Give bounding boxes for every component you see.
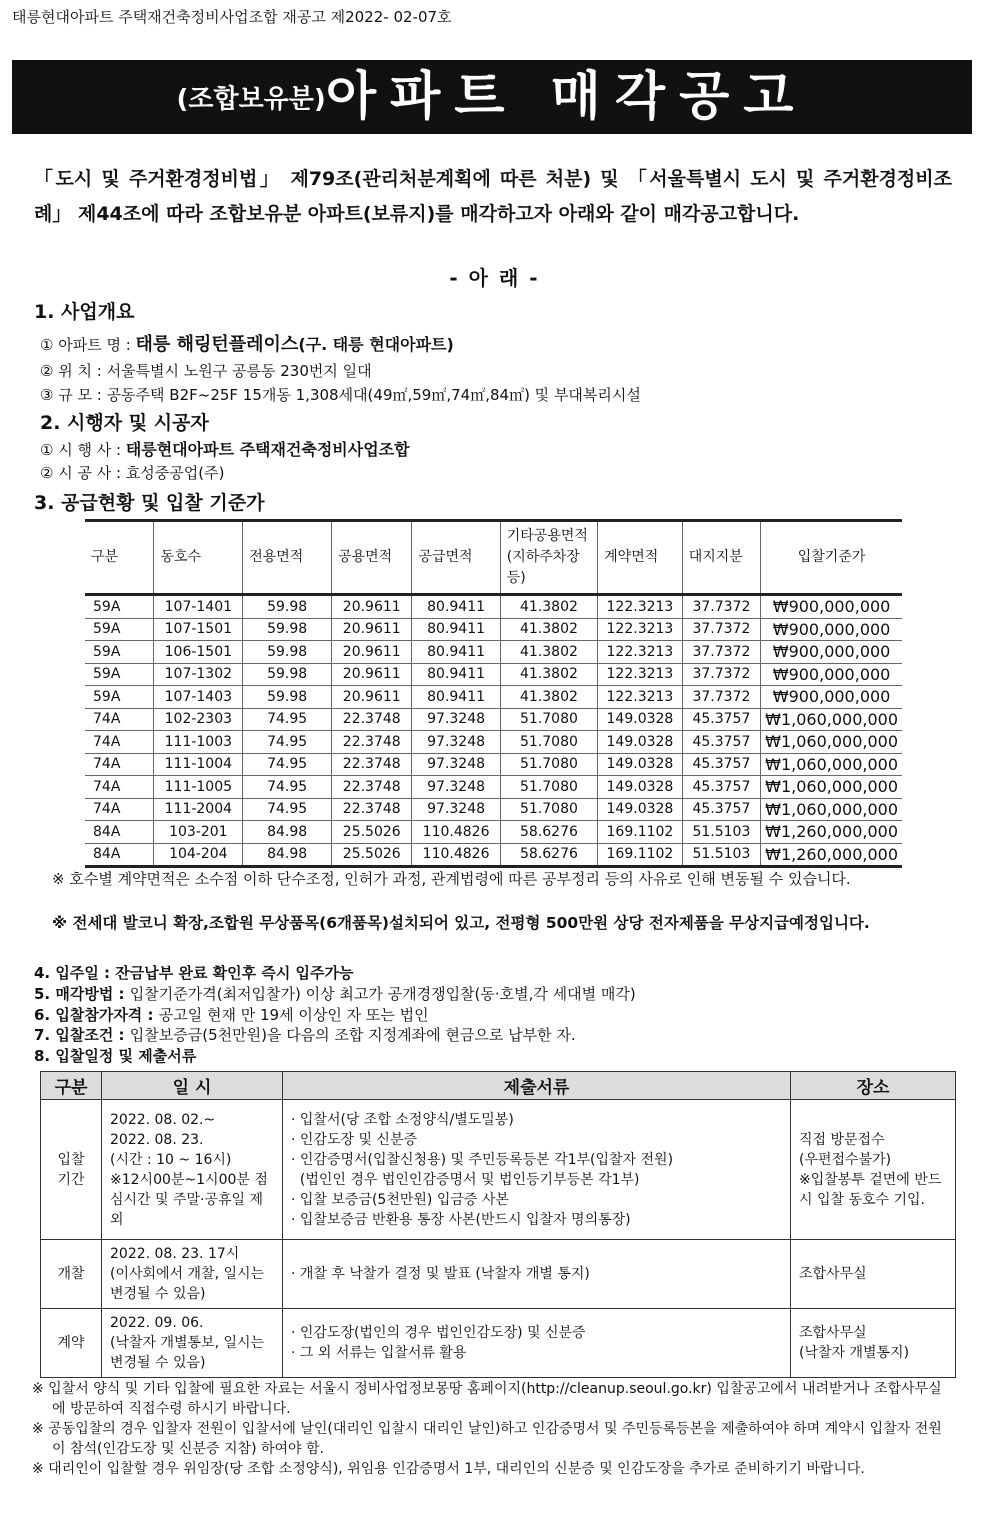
cell-contract-area: 122.3213 — [598, 641, 683, 664]
cell-supply-area: 80.9411 — [412, 595, 500, 619]
cell-common-area: 22.3748 — [332, 731, 412, 754]
cell-other-common-area: 41.3802 — [500, 663, 597, 686]
cell-bid-price: ₩900,000,000 — [761, 595, 902, 619]
schedule-date-line: (이사회에서 개찰, 일시는 변경될 수 있음) — [110, 1266, 265, 1302]
conditions-label: 7. 입찰조건 : — [34, 1026, 130, 1044]
title-banner — [12, 60, 972, 134]
schedule-date-line: ※12시00분~1시00분 점심시간 및 주말·공휴일 제외 — [110, 1171, 268, 1228]
scale-row — [40, 384, 641, 405]
schedule-docs-line: · 그 외 서류는 입찰서류 활용 — [291, 1345, 467, 1361]
location-label: ② 위 치 : — [40, 362, 107, 380]
cell-type: 74A — [85, 731, 154, 754]
cell-exclusive-area: 74.95 — [243, 753, 332, 776]
cell-land-share: 37.7372 — [682, 618, 760, 641]
move-in-label: 4. 입주일 : — [34, 964, 116, 982]
col-supply-area: 공급면적 — [412, 521, 500, 595]
scale-value: 공동주택 B2F~25F 15개동 1,308세대(49㎡,59㎡,74㎡,84㎡) 및 부대복리시설 — [106, 386, 641, 404]
sched-col-place: 장소 — [791, 1072, 956, 1100]
cell-exclusive-area: 74.95 — [243, 776, 332, 799]
sale-method-label: 5. 매각방법 : — [34, 985, 130, 1003]
move-in-value: 잔금납부 완료 확인후 즉시 입주가능 — [115, 964, 354, 982]
col-contract-area: 계약면적 — [598, 521, 683, 595]
schedule-row — [41, 1100, 956, 1240]
section-1-title: 1. 사업개요 — [34, 301, 135, 323]
cell-supply-area: 110.4826 — [412, 821, 500, 844]
cell-supply-area: 80.9411 — [412, 641, 500, 664]
sale-method-row — [34, 983, 636, 1004]
cell-contract-area: 122.3213 — [598, 686, 683, 709]
cell-exclusive-area: 59.98 — [243, 618, 332, 641]
cell-common-area: 20.9611 — [332, 641, 412, 664]
cell-type: 74A — [85, 776, 154, 799]
cell-common-area: 22.3748 — [332, 798, 412, 821]
schedule-date — [102, 1240, 283, 1309]
cell-type: 84A — [85, 843, 154, 867]
move-in-row — [34, 962, 354, 983]
apartment-name-label: ① 아파트 명 : — [40, 336, 136, 354]
sched-col-date: 일 시 — [102, 1072, 283, 1100]
cell-unit: 107-1401 — [154, 595, 243, 619]
cell-land-share: 37.7372 — [682, 641, 760, 664]
cell-type: 74A — [85, 708, 154, 731]
cell-bid-price: ₩1,060,000,000 — [761, 798, 902, 821]
cell-common-area: 22.3748 — [332, 753, 412, 776]
cell-type: 59A — [85, 618, 154, 641]
cell-bid-price: ₩900,000,000 — [761, 686, 902, 709]
cell-supply-area: 97.3248 — [412, 708, 500, 731]
cell-unit: 107-1501 — [154, 618, 243, 641]
schedule-place — [791, 1100, 956, 1240]
cell-common-area: 20.9611 — [332, 686, 412, 709]
schedule-type: 개찰 — [41, 1240, 102, 1309]
apartment-name-value: 태릉 해링턴플레이스 — [135, 334, 299, 355]
schedule-place-line: ※입찰봉투 겉면에 반드시 입찰 동호수 기입. — [799, 1171, 942, 1208]
cell-common-area: 25.5026 — [332, 821, 412, 844]
scale-label: ③ 규 모 : — [40, 386, 107, 404]
cell-bid-price: ₩1,060,000,000 — [761, 776, 902, 799]
cell-other-common-area: 58.6276 — [500, 843, 597, 867]
cell-bid-price: ₩900,000,000 — [761, 663, 902, 686]
schedule-docs — [283, 1100, 791, 1240]
section-3-title: 3. 공급현황 및 입찰 기준가 — [34, 492, 265, 514]
cell-bid-price: ₩1,060,000,000 — [761, 731, 902, 754]
schedule-place-line: 직접 방문접수 — [799, 1131, 885, 1148]
schedule-row — [41, 1309, 956, 1378]
schedule-place-line: 조합사무실 — [799, 1325, 867, 1341]
cell-unit: 102-2303 — [154, 708, 243, 731]
footer-note-proxy: ※ 대리인이 입찰할 경우 위임장(당 조합 소정양식), 위임용 인감증명서 1부, 대리인의 신분증 및 인감도장을 추가로 준비하기기 바랍니다. — [32, 1461, 865, 1477]
cell-bid-price: ₩900,000,000 — [761, 641, 902, 664]
table-row — [85, 798, 902, 821]
cell-bid-price: ₩1,260,000,000 — [761, 821, 902, 844]
cell-bid-price: ₩900,000,000 — [761, 618, 902, 641]
supply-table-body — [85, 595, 902, 867]
table-row — [85, 686, 902, 709]
table-row — [85, 708, 902, 731]
contractor-label: ② 시 공 사 : — [40, 464, 126, 482]
schedule-docs — [283, 1240, 791, 1309]
footer-note-download: ※ 입찰서 양식 및 기타 입찰에 필요한 자료는 서울시 정비사업정보몽땅 홈페이지(http://cleanup.seoul.go.kr) 입찰공고에서 내려받거나 조합사무실에 방문하여 직접수령 하시기 바랍니다. — [32, 1381, 942, 1417]
schedule-date — [102, 1100, 283, 1240]
schedule-date-line: 2022. 09. 06. — [110, 1315, 204, 1331]
table-row — [85, 641, 902, 664]
cell-bid-price: ₩1,060,000,000 — [761, 753, 902, 776]
supply-table — [85, 519, 902, 868]
col-unit: 동호수 — [154, 521, 243, 595]
cell-unit: 107-1302 — [154, 663, 243, 686]
table-row — [85, 595, 902, 619]
cell-common-area: 25.5026 — [332, 843, 412, 867]
developer-value: 태릉현대아파트 주택재건축정비사업조합 — [125, 440, 410, 459]
cell-supply-area: 80.9411 — [412, 686, 500, 709]
schedule-docs-line: · 개찰 후 낙찰가 결정 및 발표 (낙찰자 개별 통지) — [291, 1266, 590, 1282]
schedule-type: 입찰 기간 — [41, 1100, 102, 1240]
cell-supply-area: 110.4826 — [412, 843, 500, 867]
cell-other-common-area: 41.3802 — [500, 595, 597, 619]
cell-type: 59A — [85, 686, 154, 709]
schedule-date-line: (낙찰자 개별통보, 일시는 변경될 수 있음) — [110, 1335, 265, 1371]
note-area-change: ※ 호수별 계약면적은 소수점 이하 단수조정, 인허가 과정, 관계법령에 따른 공부정리 등의 사유로 인해 변동될 수 있습니다. — [52, 870, 851, 888]
cell-contract-area: 149.0328 — [598, 753, 683, 776]
footer-notes — [32, 1379, 952, 1479]
schedule-docs-line: · 인감도장(법인의 경우 법인인감도장) 및 신분증 — [291, 1325, 586, 1341]
schedule-docs-line: · 입찰 보증금(5천만원) 입금증 사본 — [291, 1191, 509, 1208]
cell-unit: 103-201 — [154, 821, 243, 844]
cell-contract-area: 122.3213 — [598, 663, 683, 686]
sched-col-docs: 제출서류 — [283, 1072, 791, 1100]
cell-other-common-area: 51.7080 — [500, 776, 597, 799]
developer-row — [40, 437, 410, 460]
apartment-name-row — [40, 330, 454, 356]
cell-other-common-area: 51.7080 — [500, 731, 597, 754]
cell-exclusive-area: 84.98 — [243, 821, 332, 844]
schedule-title: 8. 입찰일정 및 제출서류 — [34, 1047, 197, 1065]
cell-land-share: 45.3757 — [682, 708, 760, 731]
col-bid-price: 입찰기준가 — [761, 521, 902, 595]
eligibility-row — [34, 1004, 429, 1025]
cell-land-share: 51.5103 — [682, 821, 760, 844]
contractor-value: 효성중공업(주) — [125, 464, 225, 482]
cell-exclusive-area: 59.98 — [243, 641, 332, 664]
cell-supply-area: 80.9411 — [412, 663, 500, 686]
cell-land-share: 45.3757 — [682, 776, 760, 799]
table-row — [85, 731, 902, 754]
sched-col-type: 구분 — [41, 1072, 102, 1100]
col-other-common-area: 기타공용면적(지하주차장등) — [500, 521, 597, 595]
supply-table-header — [85, 521, 902, 595]
schedule-docs-line: · 입찰서(당 조합 소정양식/별도밀봉) — [291, 1111, 514, 1128]
cell-other-common-area: 41.3802 — [500, 686, 597, 709]
cell-type: 74A — [85, 753, 154, 776]
table-row — [85, 618, 902, 641]
section-2-title: 2. 시행자 및 시공자 — [40, 412, 209, 434]
schedule-table-header — [41, 1072, 956, 1100]
banner-title: 아파트 매각공고 — [325, 67, 808, 127]
sale-method-value: 입찰기준가격(최저입찰가) 이상 최고가 공개경쟁입찰(동·호별,각 세대별 매각) — [129, 985, 636, 1003]
location-row — [40, 360, 372, 381]
cell-unit: 111-1005 — [154, 776, 243, 799]
cell-type: 59A — [85, 595, 154, 619]
cell-supply-area: 97.3248 — [412, 753, 500, 776]
cell-land-share: 45.3757 — [682, 798, 760, 821]
schedule-docs — [283, 1309, 791, 1378]
cell-type: 74A — [85, 798, 154, 821]
schedule-type: 계약 — [41, 1309, 102, 1378]
cell-common-area: 22.3748 — [332, 708, 412, 731]
cell-unit: 106-1501 — [154, 641, 243, 664]
schedule-place — [791, 1240, 956, 1309]
cell-contract-area: 149.0328 — [598, 776, 683, 799]
schedule-place — [791, 1309, 956, 1378]
cell-type: 59A — [85, 641, 154, 664]
note-balcony: ※ 전세대 발코니 확장,조합원 무상품목(6개품목)설치되어 있고, 전평형 500만원 상당 전자제품을 무상지급예정입니다. — [52, 914, 870, 932]
conditions-value: 입찰보증금(5천만원)을 다음의 조합 지정계좌에 현금으로 납부한 자. — [129, 1026, 576, 1044]
cell-contract-area: 169.1102 — [598, 821, 683, 844]
cell-supply-area: 80.9411 — [412, 618, 500, 641]
cell-unit: 111-2004 — [154, 798, 243, 821]
cell-unit: 111-1004 — [154, 753, 243, 776]
schedule-date — [102, 1309, 283, 1378]
notice-number: 태릉현대아파트 주택재건축정비사업조합 재공고 제2022- 02-07호 — [12, 8, 452, 26]
cell-exclusive-area: 74.95 — [243, 731, 332, 754]
cell-common-area: 20.9611 — [332, 663, 412, 686]
cell-contract-area: 149.0328 — [598, 708, 683, 731]
apartment-name-extra: (구. 태릉 현대아파트) — [298, 335, 454, 354]
cell-unit: 107-1403 — [154, 686, 243, 709]
cell-contract-area: 122.3213 — [598, 595, 683, 619]
contractor-row — [40, 462, 224, 483]
schedule-docs-line: · 인감도장 및 신분증 — [291, 1131, 417, 1148]
cell-other-common-area: 41.3802 — [500, 618, 597, 641]
schedule-place-line: 조합사무실 — [799, 1266, 867, 1282]
cell-land-share: 37.7372 — [682, 686, 760, 709]
schedule-docs-line: · 입찰보증금 반환용 통장 사본(반드시 입찰자 명의통장) — [291, 1211, 631, 1228]
eligibility-label: 6. 입찰참가자격 : — [34, 1006, 159, 1024]
cell-common-area: 20.9611 — [332, 595, 412, 619]
schedule-row — [41, 1240, 956, 1309]
below-heading: - 아 래 - — [449, 266, 540, 290]
cell-other-common-area: 41.3802 — [500, 641, 597, 664]
cell-exclusive-area: 74.95 — [243, 798, 332, 821]
cell-other-common-area: 51.7080 — [500, 708, 597, 731]
table-row — [85, 663, 902, 686]
table-row — [85, 843, 902, 867]
cell-unit: 104-204 — [154, 843, 243, 867]
cell-land-share: 37.7372 — [682, 595, 760, 619]
cell-common-area: 22.3748 — [332, 776, 412, 799]
footer-note-joint-bid: ※ 공동입찰의 경우 입찰자 전원이 입찰서에 날인(대리인 입찰시 대리인 날인)하고 인감증명서 및 주민등록등본을 제출하여야 하며 계약시 입찰자 전원이 참석(인감도장 및 신분증 지참) 하여야 함. — [32, 1421, 942, 1457]
developer-label: ① 시 행 사 : — [40, 441, 126, 459]
intro-paragraph: 「도시 및 주거환경정비법」 제79조(관리처분계획에 따른 처분) 및 「서울특별시 도시 및 주거환경정비조례」 제44조에 따라 조합보유분 아파트(보류지)를 매각하고자 아래와 같이 매각공고합니다. — [34, 168, 952, 225]
table-row — [85, 821, 902, 844]
schedule-table — [40, 1071, 956, 1378]
cell-contract-area: 169.1102 — [598, 843, 683, 867]
cell-land-share: 45.3757 — [682, 753, 760, 776]
cell-land-share: 51.5103 — [682, 843, 760, 867]
table-row — [85, 776, 902, 799]
schedule-docs-line: (법인인 경우 법인인감증명서 및 법인등기부등본 각1부) — [291, 1171, 640, 1188]
cell-supply-area: 97.3248 — [412, 731, 500, 754]
cell-exclusive-area: 59.98 — [243, 663, 332, 686]
cell-contract-area: 122.3213 — [598, 618, 683, 641]
cell-land-share: 37.7372 — [682, 663, 760, 686]
cell-other-common-area: 58.6276 — [500, 821, 597, 844]
cell-unit: 111-1003 — [154, 731, 243, 754]
col-land-share: 대지지분 — [682, 521, 760, 595]
cell-contract-area: 149.0328 — [598, 798, 683, 821]
schedule-title-row — [34, 1045, 196, 1066]
cell-exclusive-area: 59.98 — [243, 595, 332, 619]
location-value: 서울특별시 노원구 공릉동 230번지 일대 — [106, 362, 372, 380]
col-exclusive-area: 전용면적 — [243, 521, 332, 595]
cell-other-common-area: 51.7080 — [500, 753, 597, 776]
schedule-date-line: (시간 : 10 ~ 16시) — [110, 1151, 232, 1168]
schedule-place-line: (우편접수불가) — [799, 1151, 892, 1168]
cell-exclusive-area: 74.95 — [243, 708, 332, 731]
schedule-date-line: 2022. 08. 23. 17시 — [110, 1246, 240, 1262]
schedule-docs-line: · 인감증명서(입찰신청용) 및 주민등록등본 각1부(입찰자 전원) — [291, 1151, 674, 1168]
cell-land-share: 45.3757 — [682, 731, 760, 754]
col-type: 구분 — [85, 521, 154, 595]
conditions-row — [34, 1024, 576, 1045]
cell-other-common-area: 51.7080 — [500, 798, 597, 821]
cell-exclusive-area: 59.98 — [243, 686, 332, 709]
cell-type: 84A — [85, 821, 154, 844]
cell-contract-area: 149.0328 — [598, 731, 683, 754]
cell-exclusive-area: 84.98 — [243, 843, 332, 867]
cell-bid-price: ₩1,260,000,000 — [761, 843, 902, 867]
cell-bid-price: ₩1,060,000,000 — [761, 708, 902, 731]
cell-supply-area: 97.3248 — [412, 798, 500, 821]
banner-subtitle: (조합보유분) — [176, 84, 326, 115]
schedule-place-line: (낙찰자 개별통지) — [799, 1345, 910, 1361]
cell-type: 59A — [85, 663, 154, 686]
schedule-date-line: 2022. 08. 23. — [110, 1131, 204, 1148]
col-common-area: 공용면적 — [332, 521, 412, 595]
eligibility-value: 공고일 현재 만 19세 이상인 자 또는 법인 — [158, 1006, 429, 1024]
cell-supply-area: 97.3248 — [412, 776, 500, 799]
schedule-date-line: 2022. 08. 02.~ — [110, 1111, 216, 1128]
table-row — [85, 753, 902, 776]
cell-common-area: 20.9611 — [332, 618, 412, 641]
schedule-table-body — [41, 1100, 956, 1378]
